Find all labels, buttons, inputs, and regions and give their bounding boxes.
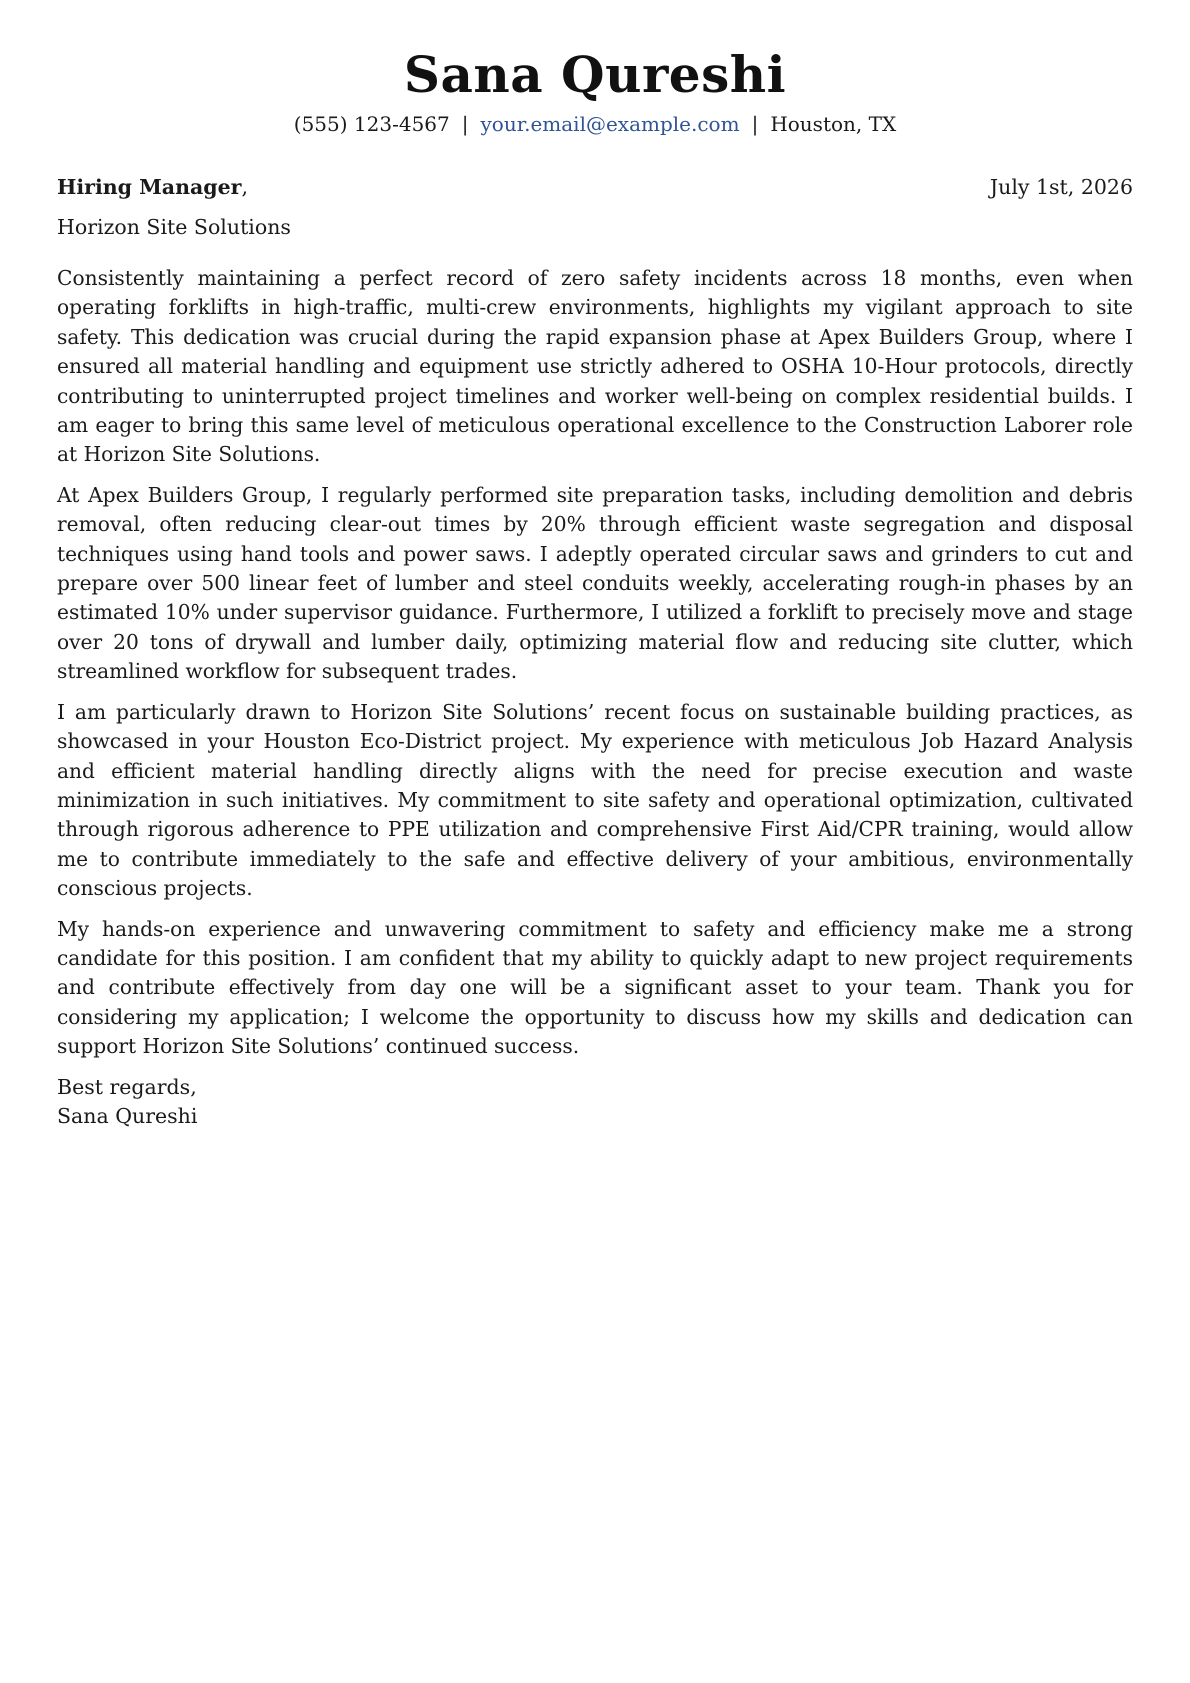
letter-body [57,264,1133,1062]
recipient-title: Hiring Manager [57,175,242,199]
letter-header [57,0,1133,138]
body-paragraph: Consistently maintaining a perfect record of zero safety incidents across 18 months, even when operating forklifts in high-traffic, multi-crew environments, highlights my vigilant approach to site safety. This dedication was crucial during the rapid expansion phase at Apex Builders Group, where I ensured all material handling and equipment use strictly adhered to OSHA 10-Hour protocols, directly contributing to uninterrupted project timelines and worker well-being on complex residential builds. I am eager to bring this same level of meticulous operational excellence to the Construction Laborer role at Horizon Site Solutions. [57,266,1133,467]
email-link[interactable]: your.email@example.com [480,112,740,136]
recipient-name [57,173,248,201]
body-paragraph: My hands-on experience and unwavering commitment to safety and efficiency make me a strong candidate for this position. I am confident that my ability to quickly adapt to new project requirements and contribute effectively from day one will be a significant asset to your team. Thank you for considering my application; I welcome the opportunity to discuss how my skills and dedication can support Horizon Site Solutions’ continued success. [57,916,1133,1059]
contact-separator: | [461,112,469,136]
body-paragraph: At Apex Builders Group, I regularly performed site preparation tasks, including demolition and debris removal, often reducing clear-out times by 20% through efficient waste segregation and disposal techniques using hand tools and power saws. I adeptly operated circular saws and grinders to cut and prepare over 500 linear feet of lumber and steel conduits weekly, accelerating rough-in phases by an estimated 10% under supervisor guidance. Furthermore, I utilized a forklift to precisely move and stage over 20 tons of drywall and lumber daily, optimizing material flow and reducing site clutter, which streamlined workflow for subsequent trades. [57,482,1133,684]
closing-signature: Sana Qureshi [57,1103,198,1128]
sender-name: Sana Qureshi [403,45,787,104]
closing-salutation: Best regards, [57,1074,197,1099]
contact-line [57,110,1133,138]
contact-separator: | [751,112,759,136]
location: Houston, TX [770,112,897,136]
phone-number: (555) 123-4567 [293,112,450,136]
recipient-title-suffix: , [241,175,248,199]
recipient-row [57,173,1133,201]
letter-date: July 1st, 2026 [989,175,1133,199]
letter-closing [57,1073,1133,1131]
body-paragraph: I am particularly drawn to Horizon Site Solutions’ recent focus on sustainable building practices, as showcased in your Houston Eco-District project. My experience with meticulous Job Hazard Analysis and efficient material handling directly aligns with the need for precise execution and waste minimization in such initiatives. My commitment to site safety and operational optimization, cultivated through rigorous adherence to PPE utilization and comprehensive First Aid/CPR training, would allow me to contribute immediately to the safe and effective delivery of your ambitious, environmentally conscious projects. [57,699,1133,901]
recipient-company: Horizon Site Solutions [57,215,291,239]
